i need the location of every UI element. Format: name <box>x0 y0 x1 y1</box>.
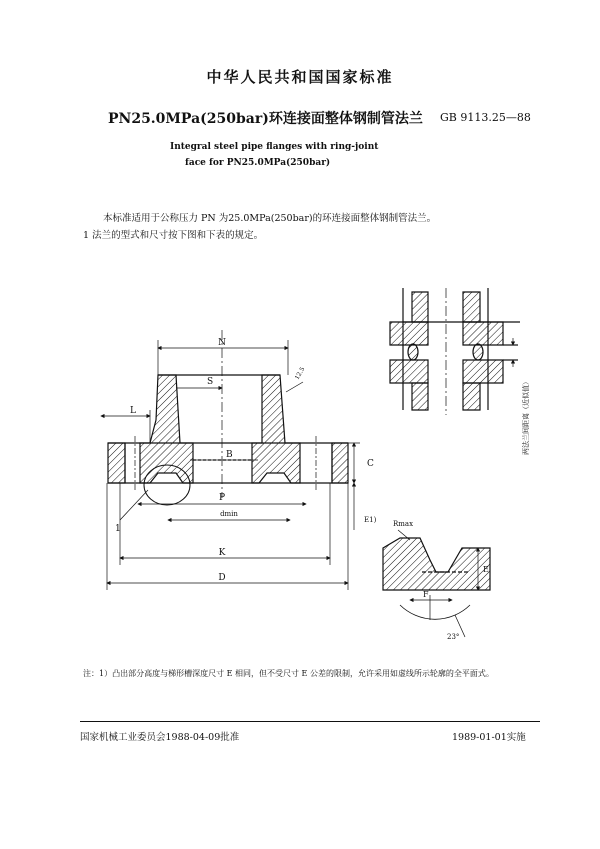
roughness-value: 12.5 <box>293 365 307 381</box>
clause-1-paragraph: 1 法兰的型式和尺寸按下图和下表的规定。 <box>83 230 264 241</box>
label-K: K <box>218 548 226 558</box>
assembly-view <box>390 288 520 415</box>
left-flange-ring <box>108 443 125 483</box>
label-C: C <box>367 459 374 469</box>
main-flange-section <box>108 330 348 505</box>
right-hub <box>252 375 300 483</box>
label-1: 1 <box>115 524 121 534</box>
label-dmin: dmin <box>220 510 238 518</box>
label-F: F <box>423 590 429 599</box>
groove-detail <box>383 530 490 637</box>
english-title-line-2: face for PN25.0MPa(250bar) <box>185 158 331 168</box>
scope-paragraph: 本标准适用于公称压力 PN 为25.0MPa(250bar)的环连接面整体钢制管法兰。 <box>103 213 437 224</box>
left-hub <box>140 375 193 483</box>
english-title-line-1: Integral steel pipe flanges with ring-joint <box>170 142 379 152</box>
footnote: 注：1）凸出部分高度与梯形槽深度尺寸 E 相同，但不受尺寸 E 公差的限制，允许采用如虚线所示轮廓的全平面式。 <box>83 669 494 678</box>
label-N: N <box>218 338 226 348</box>
document-title: PN25.0MPa(250bar)环连接面整体钢制管法兰 <box>108 111 423 127</box>
approval-line: 国家机械工业委员会1988-04-09批准 <box>80 732 240 743</box>
gap-label: 两法兰间距离（近似值） <box>522 378 530 455</box>
label-E1: E1) <box>364 516 377 524</box>
standard-number: GB 9113.25—88 <box>440 111 531 124</box>
label-P: P <box>218 493 226 503</box>
label-S: S <box>207 377 214 387</box>
label-D: D <box>218 573 226 583</box>
label-E: E <box>483 565 489 574</box>
label-L: L <box>130 406 136 416</box>
effective-date: 1989-01-01实施 <box>452 732 526 743</box>
label-B: B <box>226 450 233 460</box>
label-Rmax: Rmax <box>393 520 414 528</box>
right-flange-ring <box>332 443 348 483</box>
label-angle: 23° <box>447 633 460 641</box>
standard-header: 中华人民共和国国家标准 <box>206 68 394 86</box>
footer-rule <box>80 721 540 722</box>
